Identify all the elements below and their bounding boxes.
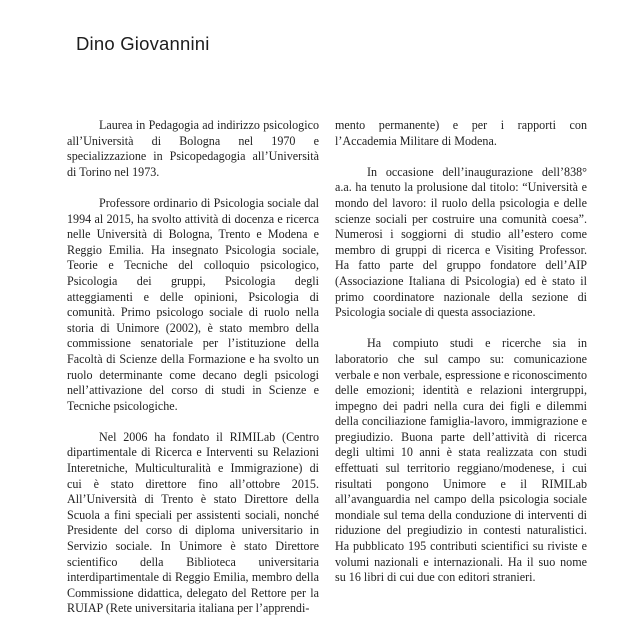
paragraph-research: Ha compiuto studi e ricerche sia in laboratorio che sul campo su: comunicazione verbale e non verbale, espressione e riconoscimento delle emozioni; identità e relazioni intergruppi, impegno dei padri nella cura dei figli e dilemmi della conciliazione famiglia-lavoro, immigrazione e pregiudizio. Buona parte dell’attività di ricerca degli ultimi 10 anni è stata realizzata con studi effettuati sul territorio reggiano/modenese, i cui risultati pongono Unimore e il RIMILab all’avanguardia nel campo della psicologia sociale mondiale sul tema della conduzione di interventi di riduzione del pregiudizio in contesti naturalistici. Ha pubblicato 195 contributi scientifici su riviste e volumi nazionali e internazionali. Ha il suo nome su 16 libri di cui due con editori stranieri. (335, 336, 587, 585)
right-column (335, 118, 587, 601)
paragraph-education: Laurea in Pedagogia ad indirizzo psicologico all’Università di Bologna nel 1970 e specializzazione in Psicopedagogia all’Università di Torino nel 1973. (67, 118, 319, 179)
paragraph-rimilab: Nel 2006 ha fondato il RIMILab (Centro dipartimentale di Ricerca e Interventi su Relazioni Interetniche, Multiculturalità e Immigrazione) di cui è stato direttore fino all’ottobre 2015. All’Università di Trento è stato Direttore della Scuola a fini speciali per assistenti sociali, nonché Presidente del corso di diploma universitario in Servizio sociale. In Unimore è stato Direttore scientifico della Biblioteca universitaria interdipartimentale di Reggio Emilia, membro della Commissione didattica, delegato del Rettore per la RUIAP (Rete universitaria italiana per l’apprendi- (67, 429, 319, 616)
paragraph-career: Professore ordinario di Psicologia sociale dal 1994 al 2015, ha svolto attività di docenza e ricerca nelle Università di Bologna, Trento e Modena e Reggio Emilia. Ha insegnato Psicologia sociale, Teorie e Tecniche del colloquio psicologico, Psicologia dei gruppi, Psicologia degli atteggiamenti e delle opinioni, Psicologia di comunità. Primo psicologo sociale di ruolo nella storia di Unimore (2002), è stato membro della commissione senatoriale per l’istituzione della Facoltà di Scienze della Formazione e ha svolto un ruolo determinante come decano degli psicologi nell’attivazione del corso di studi in Scienze e Tecniche psicologiche. (67, 195, 319, 413)
left-column (67, 118, 319, 633)
paragraph-inauguration: In occasione dell’inaugurazione dell’838° a.a. ha tenuto la prolusione dal titolo: “Università e mondo del lavoro: il ruolo della psicologia e delle scienze sociali per costruire una comunità coesa”. Numerosi i soggiorni di studio all’estero come membro di gruppi di ricerca e Visiting Professor. Ha fatto parte del gruppo fondatore dell’AIP (Associazione Italiana di Psicologia) ed è stato il primo coordinatore nazionale della sezione di Psicologia sociale di questa associazione. (335, 164, 587, 320)
paragraph-continuation: mento permanente) e per i rapporti con l’Accademia Militare di Modena. (335, 118, 587, 148)
author-name: Dino Giovannini (76, 33, 210, 54)
